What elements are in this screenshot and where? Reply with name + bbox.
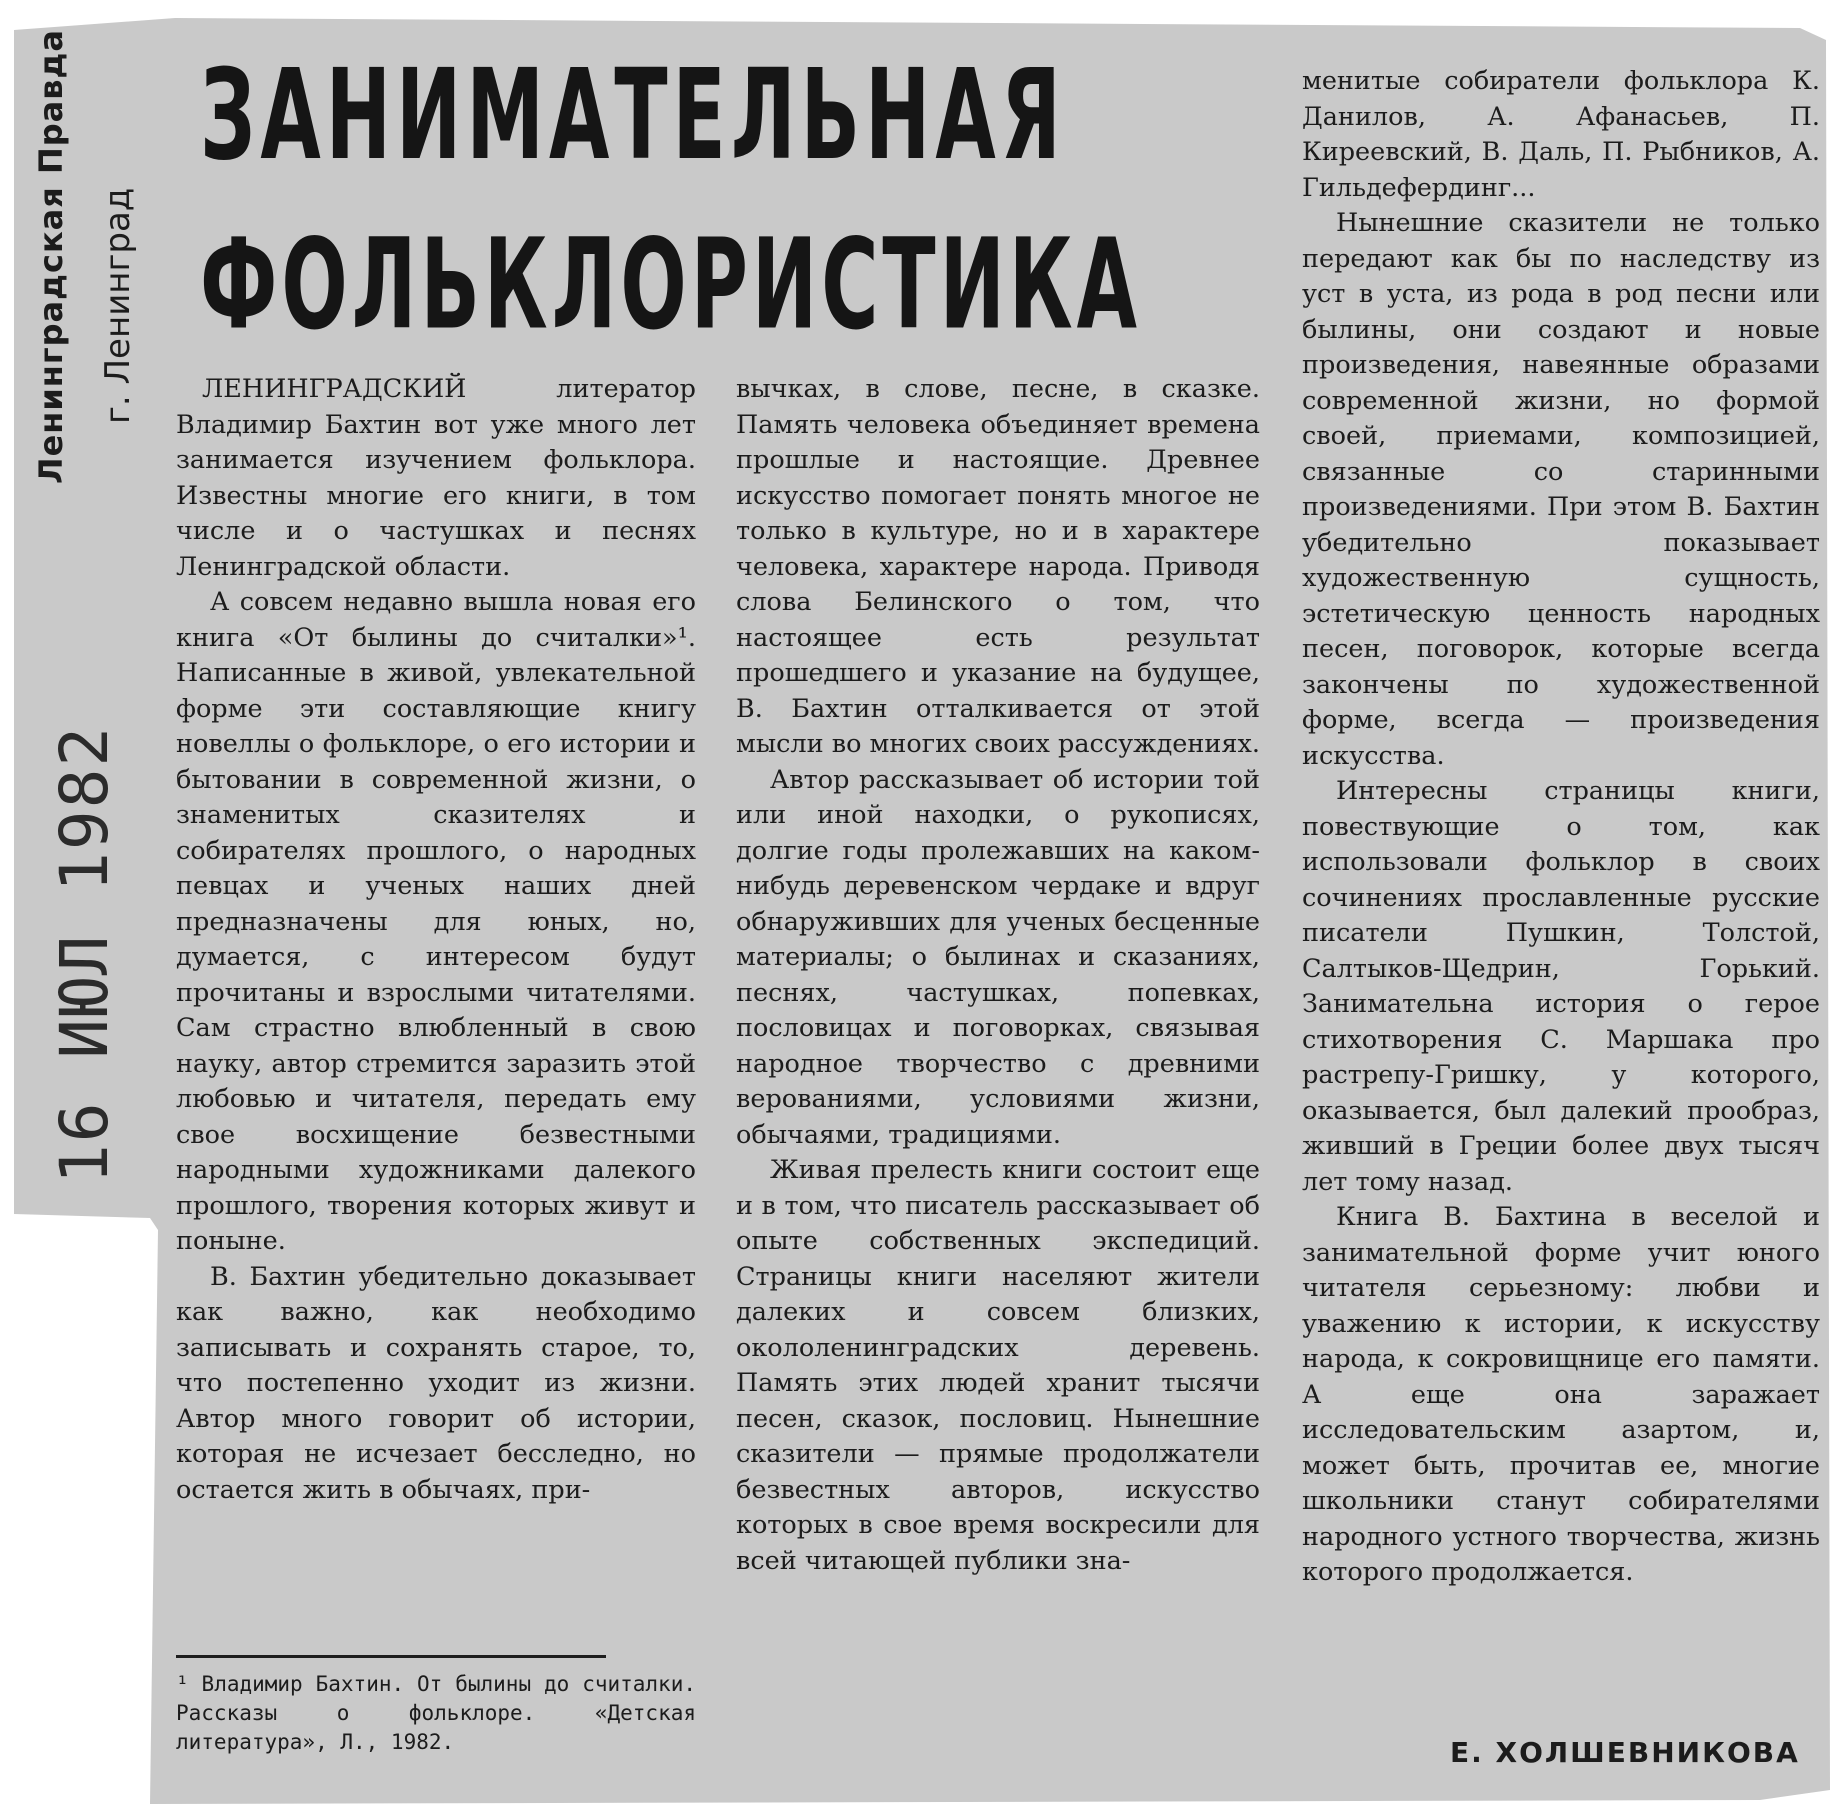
article-column-1 xyxy=(176,372,696,1508)
paragraph: В. Бахтин убедительно доказывает как важно, как необходимо записывать и сохранять старое, то, что постепенно уходит из жизни. Автор много говорит об истории, которая не исчезает бесследно, но остается жить в обычаях, при- xyxy=(176,1261,696,1505)
article-column-3 xyxy=(1302,64,1820,1591)
paragraph: Интересны страницы книги, повествующие о том, как использовали фольклор в своих сочинениях прославленные русские писатели Пушкин, Толстой, Салтыков-Щедрин, Горький. Занимательна история о герое стихотворения С. Маршака про растрепу-Гришку, у которого, оказывается, был далекий прообраз, живший в Греции более двух тысяч лет тому назад. xyxy=(1302,776,1820,1197)
publication-city: г. Ленинград xyxy=(98,187,138,424)
paragraph: Книга В. Бахтина в веселой и занимательной форме учит юного читателя серьезному: любви и уважению к истории, к искусству народа, к сокровищнице его памяти. А еще она заражает исследовательским азартом, и, может быть, прочитав ее, многие школьники станут собирателями народного устного творчества, жизнь которого продолжается. xyxy=(1302,1202,1820,1587)
headline-line-2: ФОЛЬКЛОРИСТИКА xyxy=(200,214,1142,358)
date-stamp: 16 ИЮЛ 1982 xyxy=(46,724,123,1184)
paragraph: менитые собиратели фольклора К. Данилов, А. Афанасьев, П. Киреевский, В. Даль, П. Рыбников, А. Гильдефердинг... xyxy=(1302,66,1820,203)
paragraph: ЛЕНИНГРАДСКИЙ литератор Владимир Бахтин вот уже много лет занимается изучением фольклора. Известны многие его книги, в том числе и о частушках и песнях Ленинградской области. xyxy=(176,374,696,582)
footnote-rule xyxy=(176,1655,606,1658)
article-headline xyxy=(200,44,1240,358)
publication-name: Ленинградская Правда xyxy=(32,29,70,484)
paragraph: Нынешние сказители не только передают как бы по наследству из уст в уста, из рода в род песни или былины, они создают и новые произведения, навеянные образами современной жизни, но формой своей, приемами, композицией, связанные со старинными произведениями. При этом В. Бахтин убедительно показывает художественную сущность, эстетическую ценность народных песен, поговорок, которые всегда закончены по художественной форме, всегда — произведения искусства. xyxy=(1302,208,1820,771)
footnote: ¹ Владимир Бахтин. От былины до считалки. Рассказы о фольклоре. «Детская литература», Л., 1982. xyxy=(176,1672,696,1754)
paragraph: вычках, в слове, песне, в сказке. Память человека объединяет времена прошлые и настоящие. Древнее искусство помогает понять многое не только в культуре, но и в характере человека, характере народа. Приводя слова Белинского о том, что настоящее есть результат прошедшего и указание на будущее, В. Бахтин отталкивается от этой мысли во многих своих рассуждениях. xyxy=(736,374,1260,759)
paragraph: А совсем недавно вышла новая его книга «От былины до считалки»¹. Написанные в живой, увлекательной форме эти составляющие книгу новеллы о фольклоре, о его истории и бытовании в современной жизни, о знаменитых сказителях и собирателях прошлого, о народных певцах и ученых наших дней предназначены для юных, но, думается, с интересом будут прочитаны и взрослыми читателями. Сам страстно влюбленный в свою науку, автор стремится заразить этой любовью и читателя, передать ему свое восхищение безвестными народными художниками далекого прошлого, творения которых живут и поныне. xyxy=(176,587,696,1256)
headline-line-1: ЗАНИМАТЕЛЬНАЯ xyxy=(200,44,1066,189)
paragraph: Живая прелесть книги состоит еще и в том, что писатель рассказывает об опыте собственных экспедиций. Страницы книги населяют жители далеких и совсем близких, окололенинградских деревень. Память этих людей хранит тысячи песен, сказок, пословиц. Нынешние сказители — прямые продолжатели безвестных авторов, искусство которых в свое время воскресили для всей читающей публики зна- xyxy=(736,1155,1260,1576)
publication-stamp xyxy=(10,14,138,1194)
paragraph: Автор рассказывает об истории той или иной находки, о рукописях, долгие годы пролежавших на каком-нибудь деревенском чердаке и вдруг обнаруживших для ученых бесценные материалы; о былинах и сказаниях, песнях, частушках, попевках, пословицах и поговорках, связывая народное творчество с древними верованиями, условиями жизни, обычаями, традициями. xyxy=(736,764,1260,1150)
article-author: Е. ХОЛШЕВНИКОВА xyxy=(1450,1736,1800,1769)
article-column-2 xyxy=(736,372,1260,1579)
